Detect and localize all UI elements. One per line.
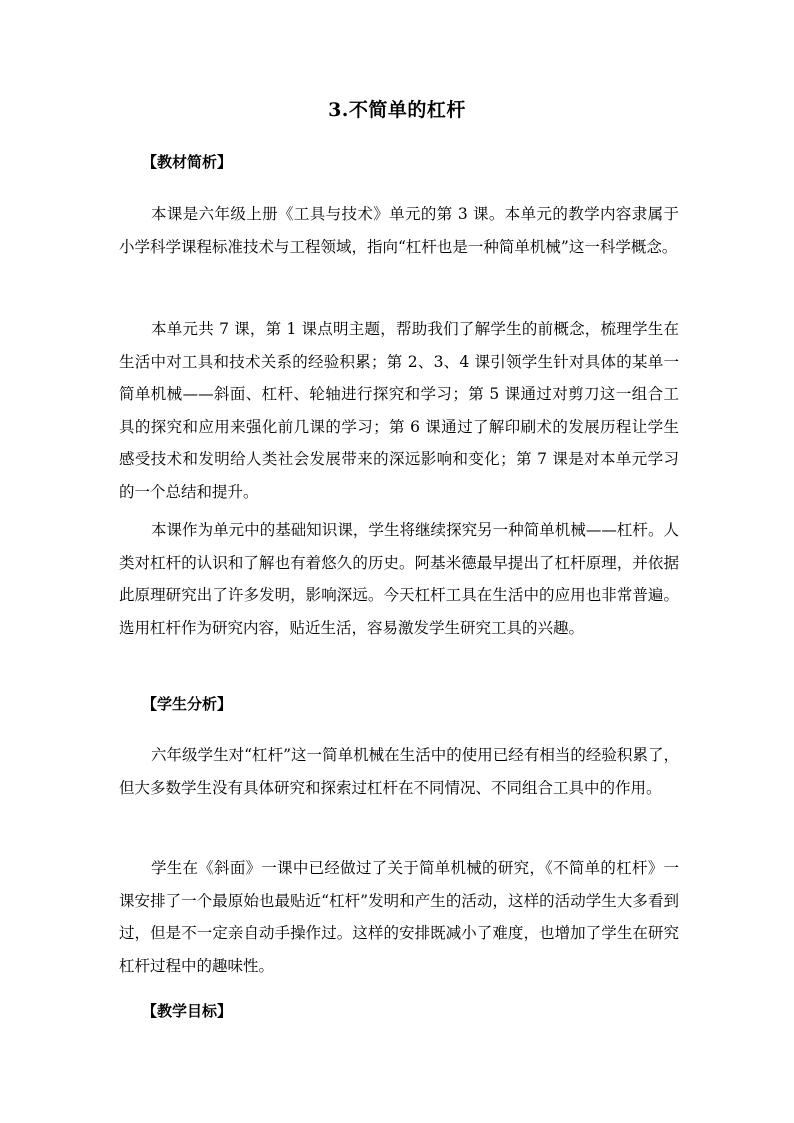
paragraph: 学生在《斜面》一课中已经做过了关于简单机械的研究，《不简单的杠杆》一课安排了一个最原始也最贴近“杠杆”发明和产生的活动，这样的活动学生大多看到过，但是不一定亲自动手操作过。这样的安排既减小了难度，也增加了学生在研究杠杆过程中的趣味性。 (119, 859, 679, 975)
section-heading-textbook-analysis: 【教材简析】 (142, 153, 233, 171)
paragraph: 本课作为单元中的基础知识课，学生将继续探究另一种简单机械——杠杆。人类对杠杆的认识和了解也有着悠久的历史。阿基米德最早提出了杠杆原理，并依据此原理研究出了许多发明，影响深远。今天杠杆工具在生活中的应用也非常普遍。选用杠杆作为研究内容，贴近生活，容易激发学生研究工具的兴趣。 (119, 521, 679, 637)
section-heading-student-analysis: 【学生分析】 (142, 695, 233, 713)
section-heading-teaching-objectives: 【教学目标】 (142, 1002, 233, 1020)
page-title: 3.不简单的杠杆 (328, 99, 466, 121)
paragraph: 本单元共 7 课，第 1 课点明主题，帮助我们了解学生的前概念，梳理学生在生活中对工具和技术关系的经验积累；第 2、3、4 课引领学生针对具体的某单一简单机械——斜面、杠杆、轮轴进行探究和学习；第 5 课通过对剪刀这一组合工具的探究和应用来强化前几课的学习；第 6 课通过了解印刷术的发展历程让学生感受技术和发明给人类社会发展带来的深远影响和变化；第 7 课是对本单元学习的一个总结和提升。 (119, 320, 679, 501)
paragraph: 本课是六年级上册《工具与技术》单元的第 3 课。本单元的教学内容隶属于小学科学课程标准技术与工程领域，指向“杠杆也是一种简单机械”这一科学概念。 (119, 205, 679, 256)
paragraph: 六年级学生对“杠杆”这一简单机械在生活中的使用已经有相当的经验积累了，但大多数学生没有具体研究和探索过杠杆在不同情况、不同组合工具中的作用。 (119, 746, 679, 797)
